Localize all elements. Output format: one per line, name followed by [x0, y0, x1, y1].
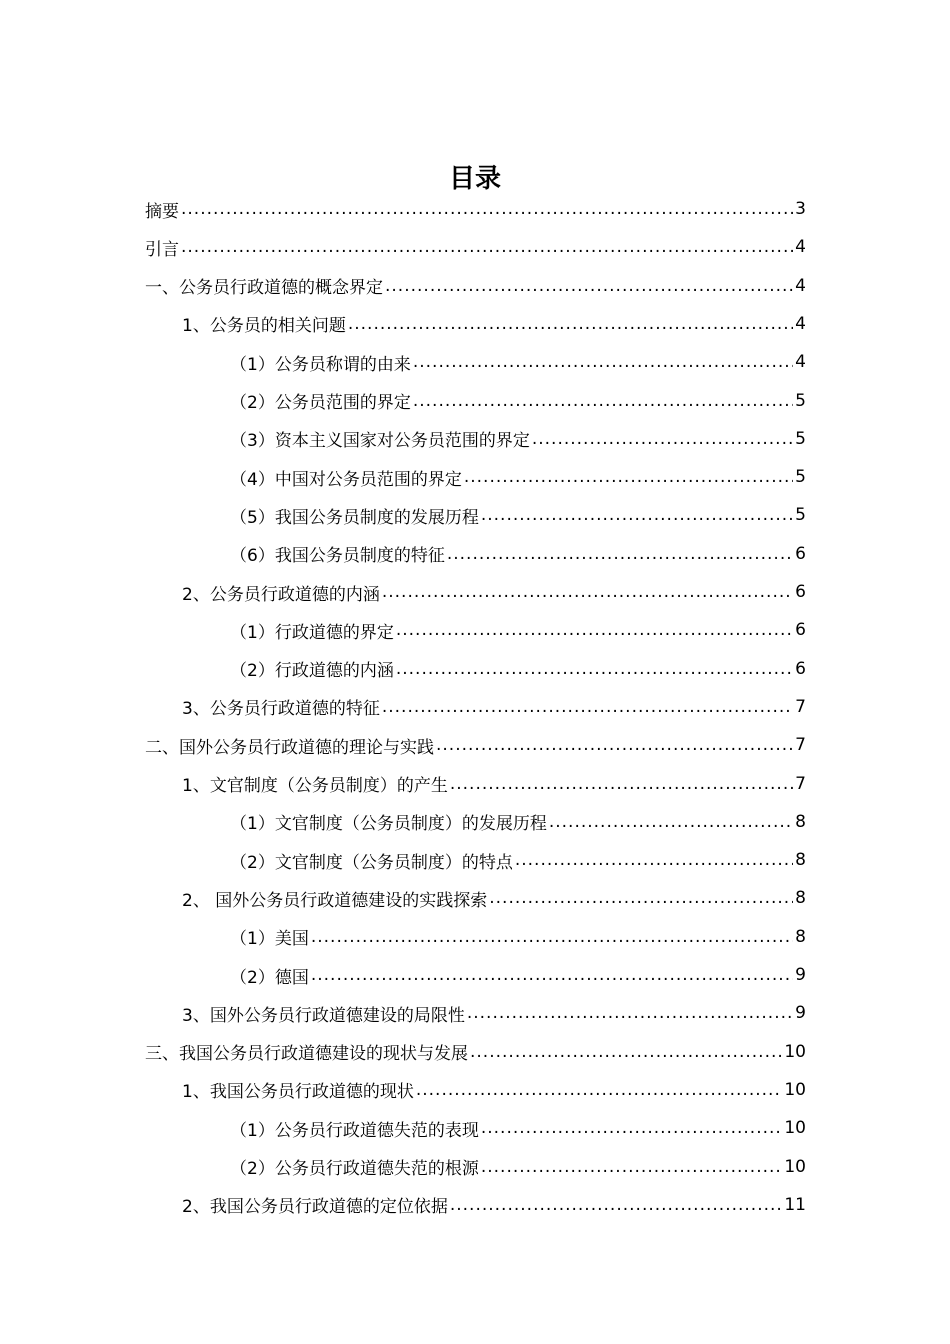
toc-entry-page-number: 9: [795, 965, 806, 985]
toc-dot-leader: [450, 774, 793, 794]
toc-entry-label: 1、文官制度（公务员制度）的产生: [182, 776, 448, 796]
toc-dot-leader: [470, 1042, 782, 1062]
toc-entry[interactable]: [230, 420, 806, 458]
toc-entry-page-number: 10: [784, 1156, 806, 1177]
toc-entry-label: 三、我国公务员行政道德建设的现状与发展: [145, 1044, 468, 1065]
toc-dot-leader: [311, 927, 793, 947]
toc-entry-label: 2、公务员行政道德的内涵: [182, 584, 380, 605]
toc-entry-page-number: 6: [795, 620, 806, 641]
toc-entry-page-number: 10: [784, 1079, 806, 1100]
toc-entry[interactable]: [230, 535, 806, 573]
toc-entry-label: （1）美国: [230, 929, 309, 950]
toc-entry-page-number: 8: [795, 888, 806, 909]
toc-dot-leader: [481, 505, 793, 525]
toc-dot-leader: [311, 965, 793, 985]
toc-entry-page-number: 10: [784, 1041, 806, 1062]
toc-entry[interactable]: [182, 765, 806, 803]
toc-dot-leader: [549, 812, 793, 832]
toc-entry[interactable]: [230, 1148, 806, 1186]
toc-dot-leader: [436, 735, 793, 755]
toc-entry-page-number: 4: [795, 237, 806, 258]
toc-entry[interactable]: [230, 803, 806, 841]
toc-entry[interactable]: [182, 573, 806, 611]
toc-entry-page-number: 5: [795, 467, 806, 488]
toc-entry-page-number: 8: [795, 926, 806, 947]
toc-entry[interactable]: [145, 190, 806, 228]
toc-entry[interactable]: [182, 879, 806, 917]
toc-entry-label: 2、 国外公务员行政道德建设的实践探索: [182, 890, 488, 911]
toc-entry-label: （1）公务员称谓的由来: [230, 354, 411, 375]
toc-entry[interactable]: [230, 382, 806, 420]
toc-entry-label: 3、公务员行政道德的特征: [182, 699, 380, 720]
toc-dot-leader: [481, 1118, 783, 1138]
toc-dot-leader: [396, 620, 793, 640]
toc-entry-page-number: 5: [795, 390, 806, 411]
toc-dot-leader: [385, 276, 793, 296]
toc-dot-leader: [464, 467, 793, 487]
toc-dot-leader: [450, 1195, 783, 1215]
toc-entry[interactable]: [182, 305, 806, 343]
toc-entry-label: （2）行政道德的内涵: [230, 661, 394, 682]
toc-title: 目录: [448, 164, 501, 194]
toc-entry[interactable]: [230, 611, 806, 649]
toc-entry[interactable]: [182, 688, 806, 726]
toc-entry[interactable]: [230, 956, 806, 994]
toc-entry-page-number: 4: [795, 352, 806, 373]
toc-dot-leader: [382, 697, 793, 717]
toc-entry-label: （2）文官制度（公务员制度）的特点: [230, 852, 513, 873]
toc-entry-label: （1）文官制度（公务员制度）的发展历程: [230, 814, 547, 835]
toc-entry[interactable]: [230, 841, 806, 879]
toc-dot-leader: [515, 850, 793, 870]
toc-dot-leader: [181, 199, 793, 219]
toc-entry[interactable]: [230, 496, 806, 534]
toc-entry-label: （1）公务员行政道德失范的表现: [230, 1120, 479, 1141]
toc-dot-leader: [467, 1003, 793, 1023]
toc-entry-page-number: 5: [795, 505, 806, 526]
toc-entry-label: 引言: [145, 239, 179, 260]
toc-dot-leader: [481, 1157, 783, 1177]
toc-entry[interactable]: [230, 650, 806, 688]
toc-entry-page-number: 7: [795, 696, 806, 717]
toc-entry-page-number: 3: [795, 199, 806, 219]
toc-entry-label: （2）公务员行政道德失范的根源: [230, 1159, 479, 1179]
toc-entry-page-number: 4: [795, 313, 806, 334]
toc-entry[interactable]: [230, 918, 806, 956]
toc-dot-leader: [348, 314, 793, 334]
toc-entry-page-number: 10: [784, 1118, 806, 1139]
toc-entry-page-number: 8: [795, 811, 806, 832]
toc-entry-label: （4）中国对公务员范围的界定: [230, 469, 462, 490]
toc-entry[interactable]: [145, 228, 806, 266]
toc-dot-leader: [489, 888, 793, 908]
toc-entry-label: （2）公务员范围的界定: [230, 393, 411, 413]
toc-entry[interactable]: [230, 458, 806, 496]
toc-entry-page-number: 6: [795, 582, 806, 602]
toc-entry-page-number: 8: [795, 850, 806, 871]
toc-entry-label: （2）德国: [230, 967, 309, 988]
toc-dot-leader: [413, 352, 793, 372]
toc-entry-page-number: 7: [795, 773, 806, 794]
toc-dot-leader: [532, 429, 793, 449]
toc-dot-leader: [382, 582, 793, 602]
toc-entry-page-number: 6: [795, 543, 806, 564]
toc-entry-page-number: 5: [795, 428, 806, 449]
toc-entry-page-number: 9: [795, 1003, 806, 1024]
toc-entry[interactable]: [182, 1071, 806, 1109]
toc-dot-leader: [416, 1080, 783, 1100]
toc-dot-leader: [396, 659, 793, 679]
toc-entry-page-number: 7: [795, 735, 806, 756]
toc-entry-page-number: 6: [795, 658, 806, 679]
toc-entry-label: 一、公务员行政道德的概念界定: [145, 278, 383, 299]
toc-entry[interactable]: [145, 1033, 806, 1071]
toc-entry-label: 摘要: [145, 201, 179, 222]
toc-entry[interactable]: [230, 343, 806, 381]
toc-entry[interactable]: [145, 267, 806, 305]
toc-entry-label: 1、公务员的相关问题: [182, 316, 346, 337]
toc-entry-label: （1）行政道德的界定: [230, 622, 394, 643]
toc-entry-page-number: 4: [795, 275, 806, 296]
toc-dot-leader: [447, 544, 793, 564]
toc-entry-label: 2、我国公务员行政道德的定位依据: [182, 1197, 448, 1218]
toc-dot-leader: [181, 237, 793, 257]
toc-dot-leader: [413, 391, 793, 411]
toc-entry-label: （6）我国公务员制度的特征: [230, 546, 445, 567]
toc-entry-label: 3、国外公务员行政道德建设的局限性: [182, 1005, 465, 1026]
toc-entry[interactable]: [145, 726, 806, 764]
toc-entry-page-number: 11: [784, 1194, 806, 1215]
toc-entry-label: （5）我国公务员制度的发展历程: [230, 507, 479, 528]
toc-entry-label: （3）资本主义国家对公务员范围的界定: [230, 431, 530, 452]
toc-entry[interactable]: [182, 1186, 806, 1224]
toc-entry[interactable]: [182, 994, 806, 1032]
toc-entry-label: 二、国外公务员行政道德的理论与实践: [145, 737, 434, 758]
toc-entry[interactable]: [230, 1109, 806, 1147]
toc-entry-label: 1、我国公务员行政道德的现状: [182, 1082, 414, 1103]
